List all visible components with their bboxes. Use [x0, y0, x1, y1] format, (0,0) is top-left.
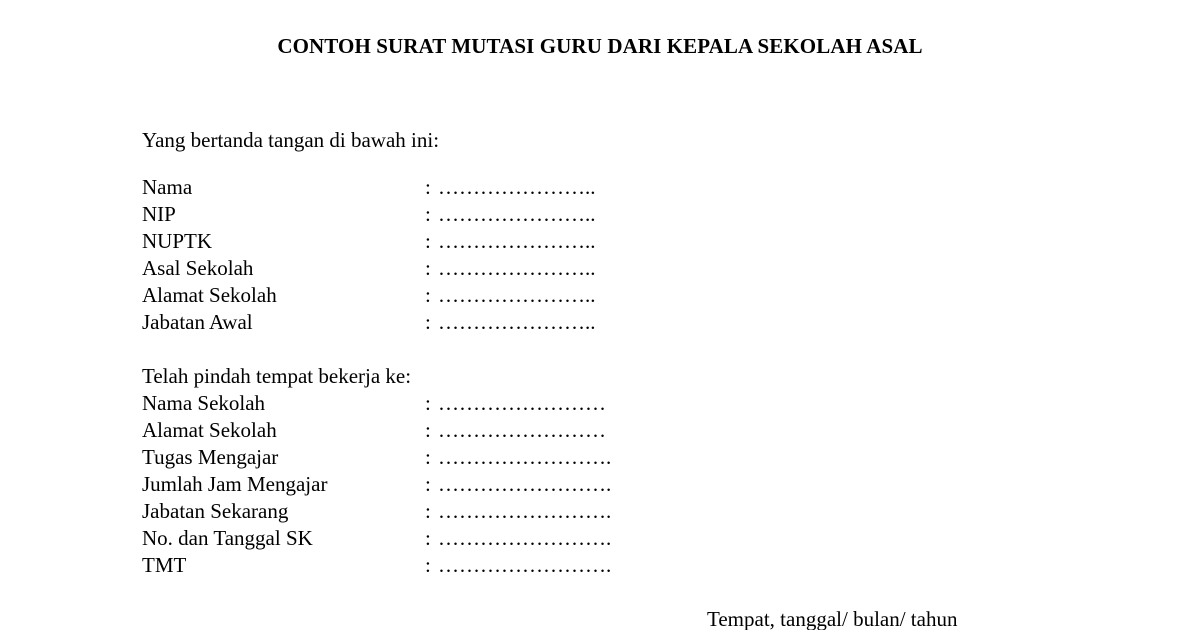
field-colon: : [425, 310, 431, 334]
field-colon: : [425, 553, 431, 577]
field-value-placeholder: …………………… [438, 391, 606, 415]
field-label: Jabatan Awal [142, 310, 253, 334]
field-value-placeholder: ……………………. [438, 445, 612, 469]
field-colon: : [425, 499, 431, 523]
field-label: Alamat Sekolah [142, 283, 277, 307]
section-heading: Telah pindah tempat bekerja ke: [142, 364, 412, 388]
field-colon: : [425, 418, 431, 442]
field-colon: : [425, 445, 431, 469]
field-value-placeholder: ………………….. [438, 256, 596, 280]
field-label: Alamat Sekolah [142, 418, 277, 442]
field-value-placeholder: ………………….. [438, 175, 596, 199]
field-label: Jabatan Sekarang [142, 499, 289, 523]
field-label: Asal Sekolah [142, 256, 254, 280]
field-value-placeholder: ………………….. [438, 310, 596, 334]
field-colon: : [425, 391, 431, 415]
field-value-placeholder: …………………… [438, 418, 606, 442]
field-label: Tugas Mengajar [142, 445, 279, 469]
field-colon: : [425, 229, 431, 253]
field-label: NIP [142, 202, 176, 226]
intro-text: Yang bertanda tangan di bawah ini: [142, 128, 440, 152]
field-value-placeholder: ………………….. [438, 229, 596, 253]
document-title: CONTOH SURAT MUTASI GURU DARI KEPALA SEKOLAH ASAL [277, 34, 923, 58]
field-label: No. dan Tanggal SK [142, 526, 313, 550]
field-value-placeholder: ……………………. [438, 553, 612, 577]
field-value-placeholder: ………………….. [438, 283, 596, 307]
field-label: NUPTK [142, 229, 213, 253]
signature-place-date: Tempat, tanggal/ bulan/ tahun [707, 607, 958, 630]
field-label: TMT [142, 553, 187, 577]
field-colon: : [425, 283, 431, 307]
field-value-placeholder: ……………………. [438, 499, 612, 523]
field-colon: : [425, 256, 431, 280]
field-colon: : [425, 202, 431, 226]
field-label: Jumlah Jam Mengajar [142, 472, 328, 496]
field-label: Nama [142, 175, 193, 199]
field-value-placeholder: ……………………. [438, 472, 612, 496]
field-label: Nama Sekolah [142, 391, 266, 415]
field-colon: : [425, 526, 431, 550]
field-value-placeholder: ……………………. [438, 526, 612, 550]
field-colon: : [425, 175, 431, 199]
field-value-placeholder: ………………….. [438, 202, 596, 226]
field-colon: : [425, 472, 431, 496]
